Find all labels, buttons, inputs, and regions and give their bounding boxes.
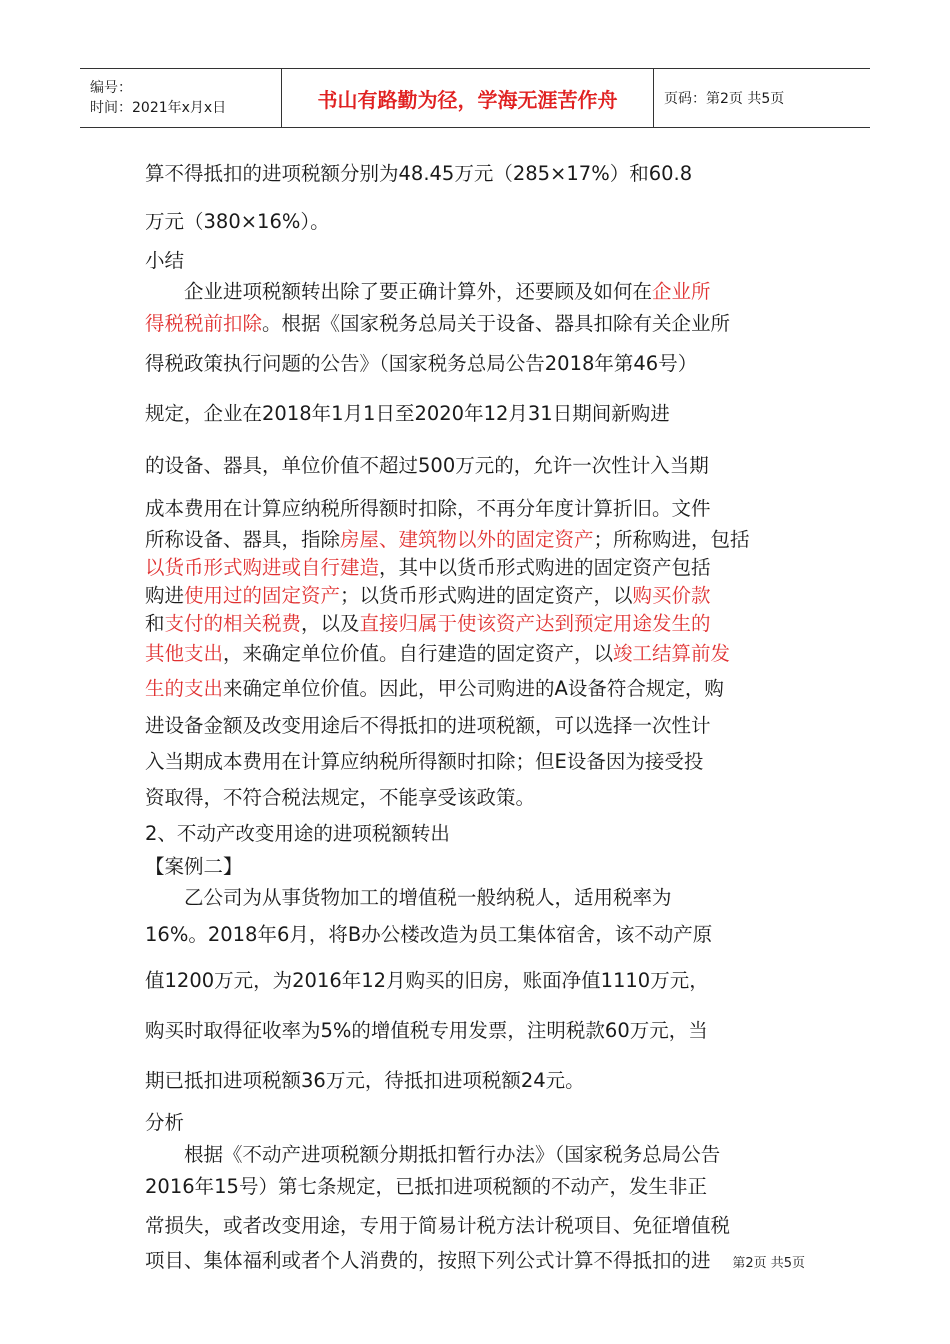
text-line: 的设备、器具，单位价值不超过500万元的，允许一次性计入当期 (145, 454, 709, 477)
highlight: 支付的相关税费 (164, 612, 302, 635)
text-line: 乙公司为从事货物加工的增值税一般纳税人，适用税率为 (184, 886, 672, 909)
text-line: 项目、集体福利或者个人消费的，按照下列公式计算不得抵扣的进 (145, 1249, 711, 1272)
text-line: 16%。2018年6月，将B办公楼改造为员工集体宿舍，该不动产原 (145, 923, 713, 946)
doc-number-label: 编号： (90, 80, 132, 96)
text-line: 常损失，或者改变用途，专用于简易计税方法计税项目、免征增值税 (145, 1214, 731, 1237)
text-line: 2016年15号）第七条规定，已抵扣进项税额的不动产，发生非正 (145, 1175, 707, 1198)
text-line: 以货币形式购进或自行建造，其中以货币形式购进的固定资产包括 (145, 556, 711, 579)
highlight: 得税税前扣除 (145, 312, 263, 335)
text-line: 企业进项税额转出除了要正确计算外，还要顾及如何在企业所 (184, 280, 711, 303)
text-line: 根据《不动产进项税额分期抵扣暂行办法》（国家税务总局公告 (184, 1143, 721, 1166)
header-meta (80, 69, 282, 127)
text-line: 购买时取得征收率为5%的增值税专用发票，注明税款60万元，当 (145, 1019, 708, 1042)
highlight: 企业所 (652, 280, 711, 303)
footer-page-number: 第2页 共5页 (732, 1256, 805, 1271)
heading-analysis: 分析 (145, 1111, 185, 1134)
text-line: 得税政策执行问题的公告》（国家税务总局公告2018年第46号） (145, 352, 698, 375)
motto-text: 书山有路勤为径，学海无涯苦作舟 (317, 87, 618, 112)
text-line: 值1200万元，为2016年12月购买的旧房，账面净值1110万元， (145, 969, 709, 992)
text-line: 进设备金额及改变用途后不得抵扣的进项税额，可以选择一次性计 (145, 714, 711, 737)
highlight: 竣工结算前发 (613, 642, 731, 665)
page-footer (732, 1252, 805, 1271)
highlight: 直接归属于使该资产达到预定用途发生的 (359, 612, 711, 635)
highlight: 以货币形式购进或自行建造 (145, 556, 380, 579)
text-line: 所称设备、器具，指除房屋、建筑物以外的固定资产；所称购进，包括 (145, 528, 750, 551)
case-title: 【案例二】 (145, 855, 243, 878)
text-line: 和支付的相关税费，以及直接归属于使该资产达到预定用途发生的 (145, 612, 711, 635)
highlight: 房屋、建筑物以外的固定资产 (340, 528, 594, 551)
text-line: 成本费用在计算应纳税所得额时扣除，不再分年度计算折旧。文件 (145, 497, 711, 520)
text-line: 其他支出，来确定单位价值。自行建造的固定资产，以竣工结算前发 (145, 642, 731, 665)
text-line: 生的支出来确定单位价值。因此，甲公司购进的A设备符合规定，购 (145, 677, 724, 700)
highlight: 使用过的固定资产 (184, 584, 341, 607)
text-line: 购进使用过的固定资产；以货币形式购进的固定资产，以购买价款 (145, 584, 711, 607)
text-line: 期已抵扣进项税额36万元，待抵扣进项税额24元。 (145, 1069, 585, 1092)
highlight: 购买价款 (632, 584, 711, 607)
document-body (145, 150, 810, 1274)
header-page (654, 69, 870, 127)
section-title: 2、不动产改变用途的进项税额转出 (145, 822, 450, 845)
highlight: 其他支出 (145, 642, 224, 665)
text-line: 规定，企业在2018年1月1日至2020年12月31日期间新购进 (145, 402, 670, 425)
page-header (80, 68, 870, 128)
doc-time-label: 时间：2021年x月x日 (90, 100, 227, 116)
highlight: 生的支出 (145, 677, 224, 700)
heading-summary: 小结 (145, 249, 185, 272)
text-line: 资取得，不符合税法规定，不能享受该政策。 (145, 786, 536, 809)
text-line: 得税税前扣除。根据《国家税务总局关于设备、器具扣除有关企业所 (145, 312, 731, 335)
header-motto (282, 69, 654, 127)
header-page-label: 页码：第2页 共5页 (664, 91, 785, 107)
text-line: 入当期成本费用在计算应纳税所得额时扣除；但E设备因为接受投 (145, 750, 704, 773)
text-line: 算不得抵扣的进项税额分别为48.45万元（285×17%）和60.8 (145, 162, 693, 185)
text-line: 万元（380×16%）。 (145, 210, 330, 233)
